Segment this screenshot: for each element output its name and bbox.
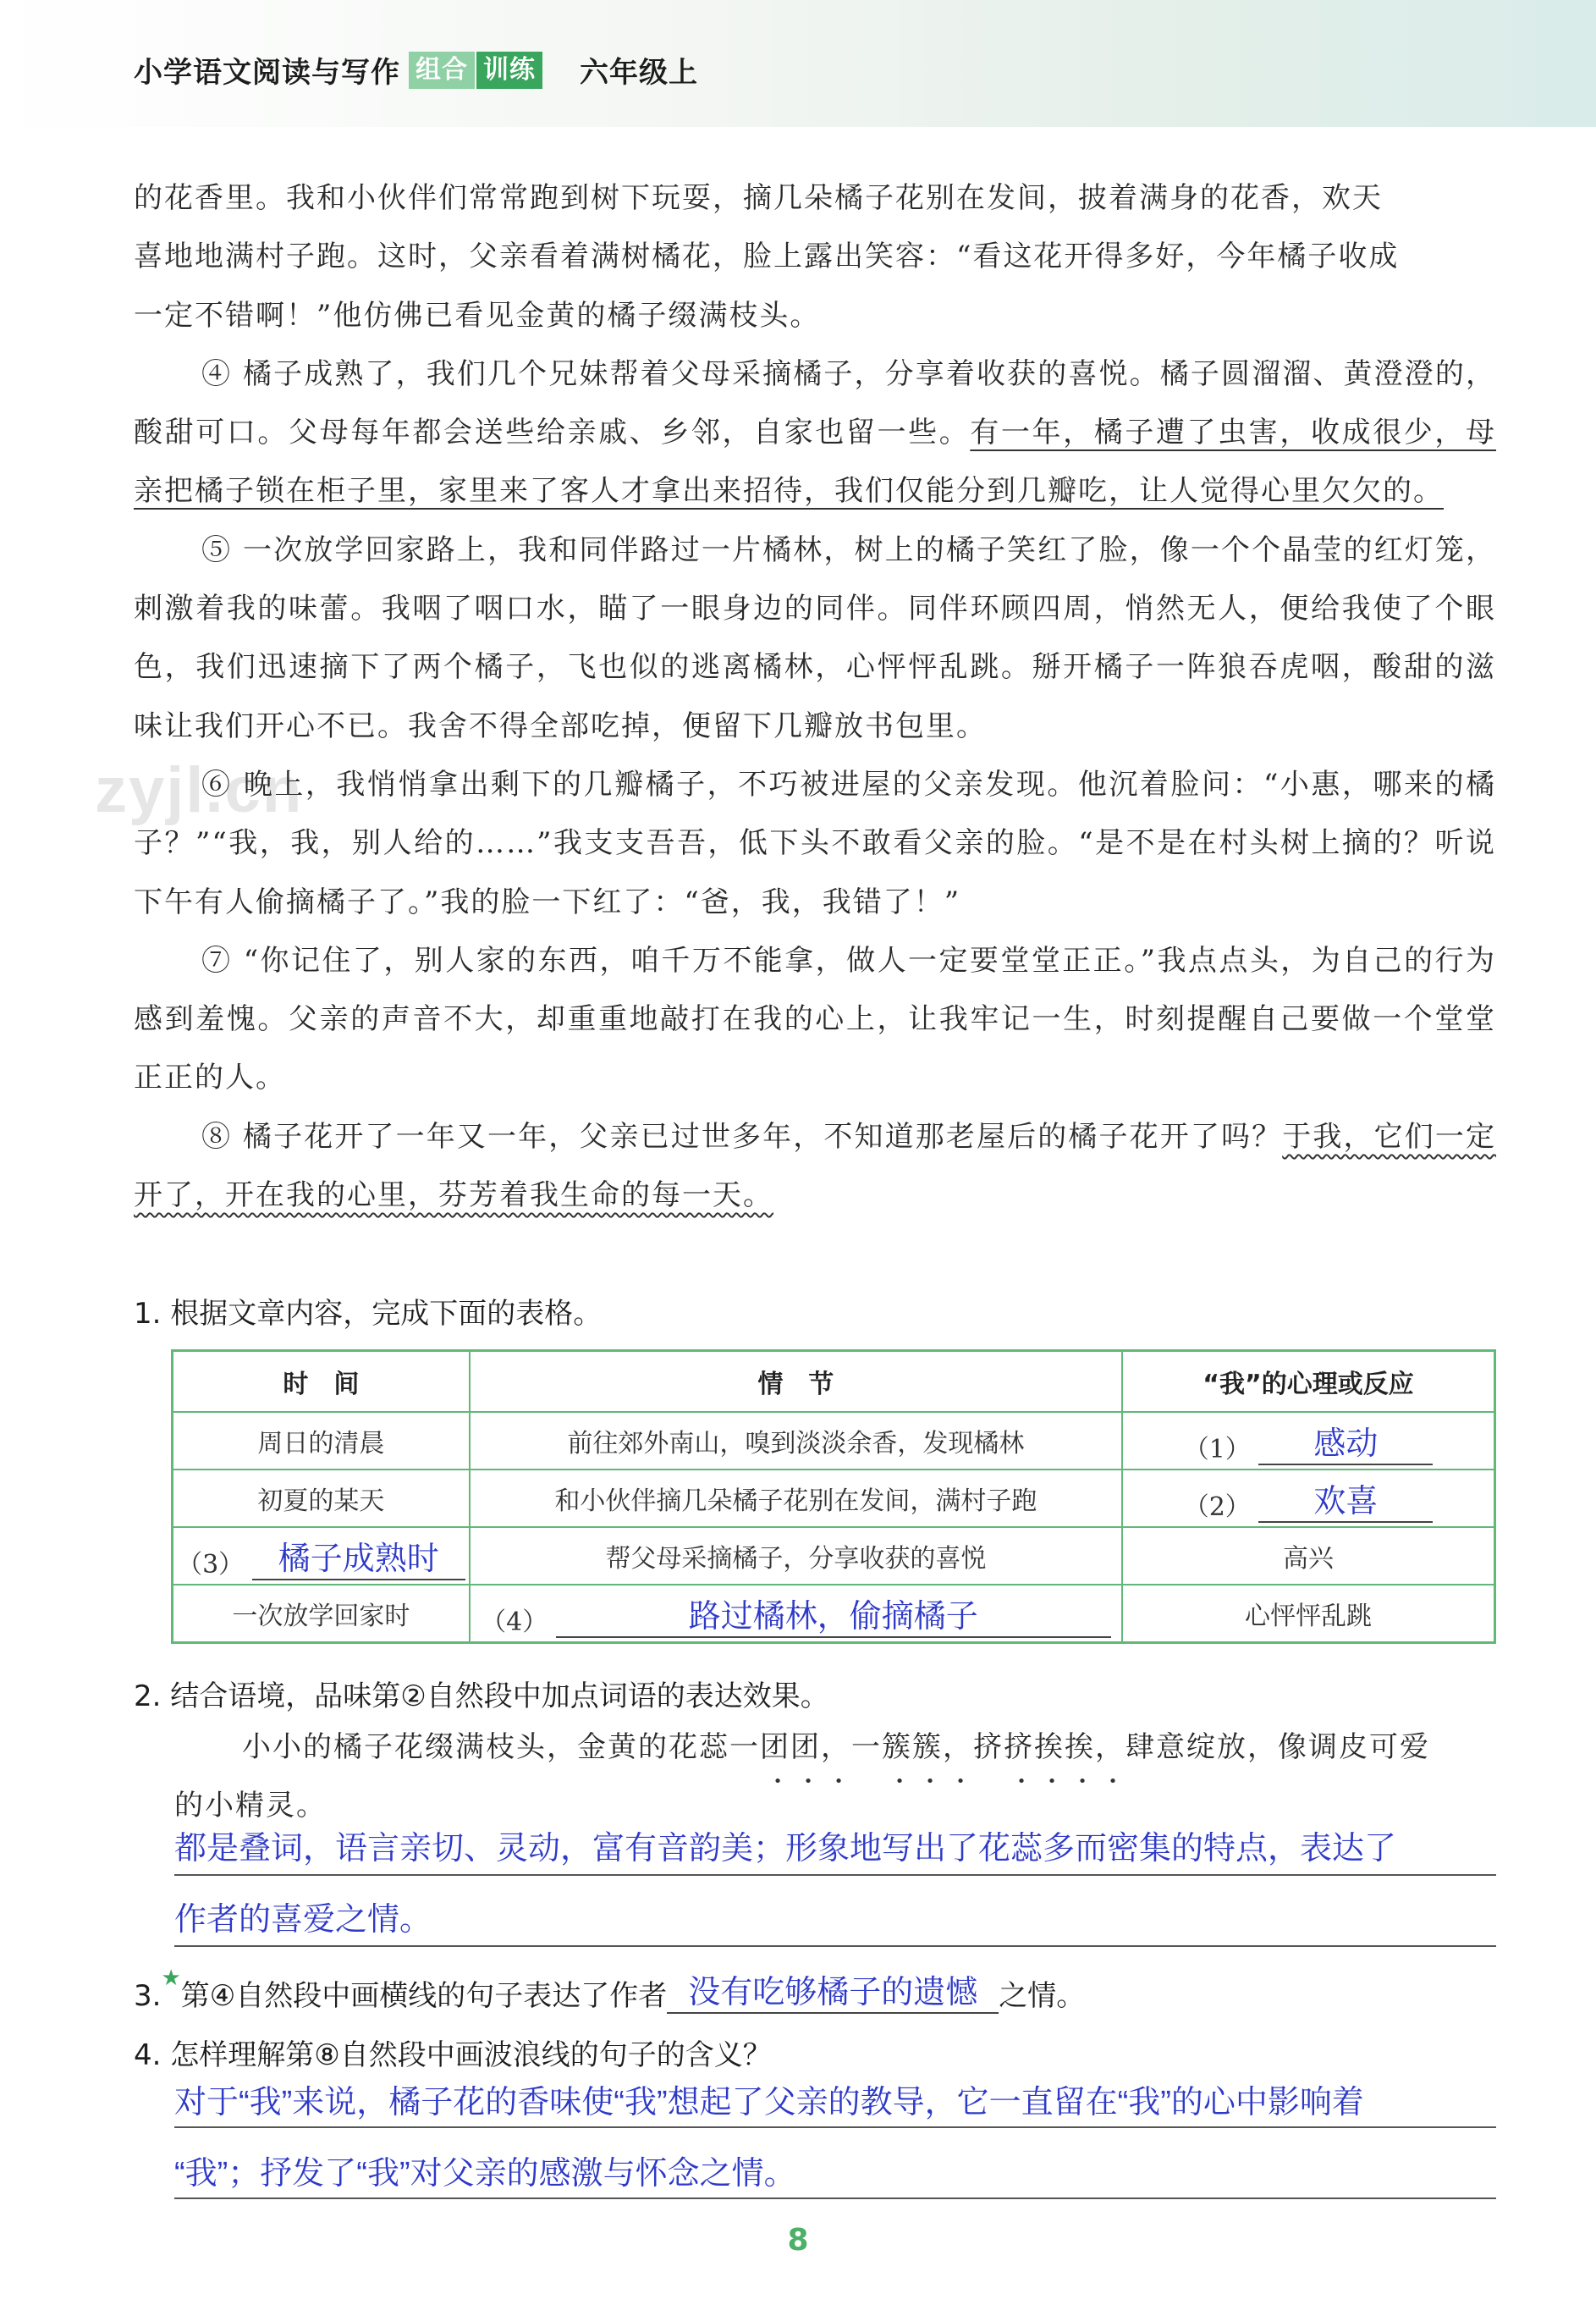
answer-rule [174, 2197, 1496, 2199]
cell-time: 一次放学回家时 [173, 1585, 470, 1643]
dotted-char: 团 [760, 1730, 790, 1764]
table-row [173, 1412, 1495, 1470]
table-header-row [173, 1351, 1495, 1413]
dotted-char: 一 [729, 1730, 760, 1764]
passage-line: 喜地地满村子跑。这时，父亲看着满树橘花，脸上露出笑容：“看这花开得多好，今年橘子收成 [134, 240, 1400, 274]
cell-reaction: 心怦怦乱跳 [1122, 1585, 1494, 1643]
page-number: 8 [787, 2223, 809, 2258]
answer-blank-1[interactable]: 感动 [1258, 1417, 1433, 1465]
dotted-char: 挨 [1034, 1730, 1065, 1764]
page-header [0, 0, 1596, 127]
paragraph-7: ⑦ “你记住了，别人家的东西，咱千万不能拿，做人一定要堂堂正正。”我点点头，为自己的行为感到羞愧。父亲的声音不大，却重重地敲打在我的心上，让我牢记一生，时刻提醒自己要做一个堂堂正正的人。 [134, 943, 1496, 1095]
question-2-answer-line-2[interactable]: 作者的喜爱之情。 [174, 1902, 432, 1938]
passage [134, 169, 1496, 1225]
passage-line: 一定不错啊！”他仿佛已看见金黄的橘子缀满枝头。 [134, 298, 821, 333]
table-row [173, 1470, 1495, 1527]
grade-label: 六年级上 [580, 56, 698, 90]
question-1-prompt: 1. 根据文章内容，完成下面的表格。 [134, 1297, 603, 1331]
question-3-suffix: 之情。 [999, 1979, 1086, 2013]
blank-number: （4） [481, 1607, 548, 1637]
dotted-char: 团 [790, 1730, 821, 1764]
answer-rule [174, 1945, 1496, 1947]
cell-plot: 和小伙伴摘几朵橘子花别在发间，满村子跑 [470, 1470, 1122, 1527]
quote-line: 的小精灵。 [174, 1789, 327, 1823]
question-4-prompt: 4. 怎样理解第⑧自然段中画波浪线的句子的含义？ [134, 2038, 772, 2072]
paragraph-4 [134, 345, 1496, 521]
answer-blank-4[interactable]: 路过橘林，偷摘橘子 [556, 1590, 1111, 1638]
question-4-answer-line-2[interactable]: “我”；抒发了“我”对父亲的感激与怀念之情。 [174, 2156, 796, 2192]
answer-blank-3[interactable]: 橘子成熟时 [252, 1532, 465, 1580]
underlined-sentence: 有一年，橘子遭了虫害，收成很少，母亲把橘子锁在柜子里，家里来了客人才拿出来招待，我们仅能分到几瓣吃，让人觉得心里欠欠的。 [134, 416, 1497, 509]
paragraph-5: ⑤ 一次放学回家路上，我和同伴路过一片橘林，树上的橘子笑红了脸，像一个个晶莹的红灯笼，刺激着我的味蕾。我咽了咽口水，瞄了一眼身边的同伴。同伴环顾四周，悄然无人，便给我使了个眼色，我们迅速摘下了两个橘子，飞也似的逃离橘林，心怦怦乱跳。掰开橘子一阵狼吞虎咽，酸甜的滋味让我们开心不已。我舍不得全部吃掉，便留下几瓣放书包里。 [134, 532, 1496, 743]
header-reaction: “我”的心理或反应 [1122, 1351, 1494, 1413]
blank-number: （3） [177, 1549, 245, 1580]
header-time: 时 间 [173, 1351, 470, 1413]
quote-line [174, 1718, 1496, 1777]
answer-blank-q3[interactable]: 没有吃够橘子的遗憾 [667, 1966, 999, 2014]
dotted-char: 挤 [1004, 1730, 1034, 1764]
star-icon: ★ [161, 1966, 181, 1991]
answer-blank-2[interactable]: 欢喜 [1258, 1475, 1433, 1523]
passage-line: 的花香里。我和小伙伴们常常跑到树下玩耍，摘几朵橘子花别在发间，披着满身的花香，欢天 [134, 181, 1383, 215]
paragraph-8 [134, 1108, 1496, 1226]
cell-plot: 帮父母采摘橘子，分享收获的喜悦 [470, 1527, 1122, 1585]
tag-training: 训练 [476, 52, 542, 89]
table-row [173, 1527, 1495, 1585]
cell-reaction: 高兴 [1122, 1527, 1494, 1585]
cell-time: 周日的清晨 [173, 1412, 470, 1470]
answer-rule [174, 1874, 1496, 1876]
paragraph-8-text: ⑧ 橘子花开了一年又一年，父亲已过世多年，不知道那老屋后的橘子花开了吗？ [201, 1119, 1283, 1154]
cell-plot [470, 1585, 1122, 1643]
question-2-answer-line-1[interactable]: 都是叠词，语言亲切、灵动，富有音韵美；形象地写出了花蕊多而密集的特点，表达了 [174, 1831, 1397, 1867]
quote-comma: ， [943, 1730, 973, 1764]
quote-comma: ， [821, 1730, 851, 1764]
question-3-number: 3. [134, 1979, 162, 2013]
answer-rule [174, 2126, 1496, 2128]
question-3-prompt: 第④自然段中画横线的句子表达了作者 [180, 1979, 668, 2013]
question-4-answer-line-1[interactable]: 对于“我”来说，橘子花的香味使“我”想起了父亲的教导，它一直留在“我”的心中影响着 [174, 2085, 1364, 2120]
answer-table [171, 1349, 1496, 1644]
quote-text: 小小的橘子花缀满枝头，金黄的花蕊 [242, 1730, 729, 1764]
dotted-char: 挤 [973, 1730, 1004, 1764]
table-row [173, 1585, 1495, 1643]
question-2-quote [174, 1718, 1496, 1836]
quote-text: ，肆意绽放，像调皮可爱 [1095, 1730, 1430, 1764]
cell-plot: 前往郊外南山，嗅到淡淡余香，发现橘林 [470, 1412, 1122, 1470]
paragraph-4-text: ④ 橘子成熟了，我们几个兄妹帮着父母采摘橘子，分享着收获的喜悦。橘子圆溜溜、黄澄澄的，酸甜可口。父母每年都会送些给亲戚、乡邻，自家也留一些。 [134, 356, 1496, 450]
blank-number: （2） [1183, 1492, 1251, 1522]
blank-number: （1） [1183, 1434, 1251, 1464]
cell-time: 初夏的某天 [173, 1470, 470, 1527]
question-2-prompt: 2. 结合语境，品味第②自然段中加点词语的表达效果。 [134, 1679, 829, 1713]
dotted-char: 一 [851, 1730, 882, 1764]
book-title-text: 小学语文阅读与写作 [134, 56, 400, 90]
book-title [134, 49, 698, 91]
question-3 [134, 1966, 1085, 2014]
dotted-char: 簇 [912, 1730, 943, 1764]
header-plot: 情 节 [470, 1351, 1122, 1413]
dotted-char: 簇 [882, 1730, 912, 1764]
dotted-char: 挨 [1065, 1730, 1095, 1764]
paragraph-6: ⑥ 晚上，我悄悄拿出剩下的几瓣橘子，不巧被进屋的父亲发现。他沉着脸问：“小惠，哪来的橘子？”“我，我，别人给的……”我支支吾吾，低下头不敢看父亲的脸。“是不是在村头树上摘的？听说下午有人偷摘橘子了。”我的脸一下红了：“爸，我，我错了！” [134, 767, 1496, 919]
wavy-sentence: 于我，它们一定开了，开在我的心里，芬芳着我生命的每一天。 [134, 1119, 1497, 1213]
cell-reaction [1122, 1470, 1494, 1527]
cell-reaction [1122, 1412, 1494, 1470]
cell-time [173, 1527, 470, 1585]
tag-combination: 组合 [409, 52, 475, 89]
watermark: zyjl.cn [95, 754, 304, 826]
